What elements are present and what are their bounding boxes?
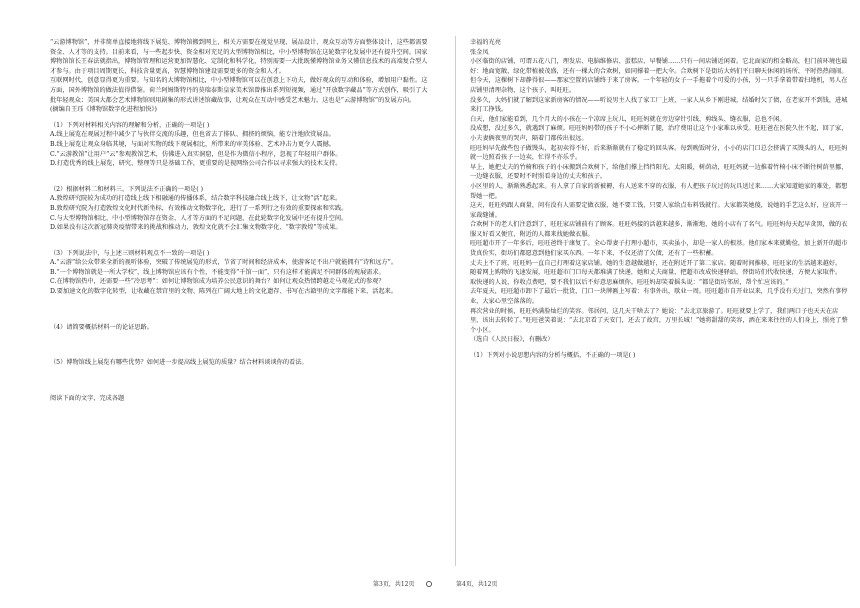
paragraph: 去年夏天，旺旺超市卸下了最后一批货，门口一块牌匾上写着：有事外出，歇业一周。旺旺超市自开业以来，几乎没有关过门，突然有事停业，大家心里空落落的。 (470, 288, 848, 306)
question-4: （4）请简要概括材料一的论证思路。 (50, 323, 153, 331)
question-option: A.“云游”给公众带来全新的视听体验，突破了传统展览的形式，节省了时间和经济成本，使游客足不出户就能拥有“诗和远方”。 (50, 259, 398, 267)
question-1-stem: （1）下列对小说思想内容的分析与概括，不正确的一项是( ) (470, 352, 636, 359)
story-author: 张金凤 (470, 48, 489, 56)
source-citation: （选自《人民日报》，有删改） (470, 336, 554, 344)
question-5: （5）博物馆线上展览有哪些优势？如何进一步提高线上展览的质量？结合材料谈谈你的看法。 (50, 359, 308, 367)
paragraph: 合欢树下的老人们注意到了，旺旺家店铺前有了顾客。旺旺妈接的活越来越多，渐渐地，她的小店有了名气。旺旺妈每天起早贪黑，做的衣服又好看又便宜，附近的人都来找她做衣服。 (470, 221, 848, 238)
question-option: D.打造优秀的线上展览，研究、整理等只是基础工作，更重要的是视网络公司合作以寻求强大的技术支持。 (50, 160, 342, 168)
paragraph: 小区临街的店铺，可谓五花八门，理发店、电脑维修店、蛋糕店、早餐铺……只有一间店铺近闲着。它北面家的租金略高，但门前环境也最好：地面宽敞，绿化带植被茂盛，还有一棵大的合欢树，如同撑着一把大伞。合欢树下是街坊大妈们平日聊天休闲的场所，平时热热闹闹。但今天，这棵树下却静得很——那家空置的店铺终于来了房客。一个年轻的女子一手拖着个可爱的小孩，另一只手拿着带着扫地机，男人在店铺里清理杂物，这个孩子，叫旺旺。 (470, 58, 848, 94)
question-option: B.“一个博物馆就是一所大学校”，线上博物馆应该有个性，不能变得“千馆一面”，只有这样才能满足不同群体的观展需求。 (50, 268, 385, 276)
paragraph: 丈夫上不了班，旺旺妈一直自己打理着这家店铺。她的生意越做越好，还在附近开了第二家店。随着时间推移，旺旺家的生活越来越好。 (470, 259, 842, 267)
paragraph: 旺旺超市开了一年多后，旺旺爸终于康复了。全心帮妻子打理小超市，买卖虽小，却是一家人的根基。他们家本来就勤俭，加上新开的超市货真价实，街坊们都愿意到他们家买东西。一年下来，不仅还清了欠债，还有了一些积蓄。 (470, 240, 848, 258)
paragraph: “云游博物馆”，并非简单直接地将线下展览、博物馆搬到网上，相关方需要在视觉呈现、展品设计、观众互动等方面整体设计，这些都需要资金、人才等的支持。目前来看，与一些起步快、资金相对充足的大型博物馆相比，中小型博物馆在这轮数字化发展中还有提升空间。国家博物馆馆长王春法就指出，博物馆管理和运营更加智慧化、定制化和科学化，特别需要一大批既懂博物馆业务又懂信息技术的高端复合型人才参与。由于项目周期更长，科技含量更高，智慧博物馆建设需要更多的资金和人才。 (50, 39, 428, 75)
paragraph: 随着网上购物的飞速发展，旺旺超市门口每天都堆满了快递，她和丈夫商量，把超市改成快递驿站，替街坊们代收快递，方便大家取件。 (470, 269, 842, 277)
left-column (50, 38, 430, 403)
paragraph: 取快递的人说，你收点费吧，要不我们以后不好意思麻烦你。旺旺妈却笑着摇头说：“都是街坊邻居，帮个忙应该的。” (470, 278, 789, 286)
paragraph: 没多久，大妈们就了解到这家新房客的情况——听说男主人找了家工厂上班，一家人从乡下刚进城，结婚时欠了债，在老家开不到钱，进城来打工挣钱。 (470, 96, 848, 114)
question-1-stem: （1）下列对材料相关内容的理解和分析，正确的一项是( ) (50, 121, 210, 129)
paragraph: 互联网时代，创意显得更为重要。与知名的大博物馆相比，中小型博物馆可以在创意上下功夫，做好观众的互动和体验，增加用户黏性。这方面，国外博物馆的做法值得借鉴。荷兰阿姆斯特丹的莫瑞泰斯皇家美术馆曾推出系列短视频，通过“开放数字藏品”等方式创作，吸引了大批年轻观众；美国大都会艺术博物馆则用剧集的形式讲述馆藏故事，让观众在互动中感受艺术魅力。这也是“云游博物馆”的发展方向。 (50, 77, 428, 104)
question-option: C.“云游教馆”让用户“云”参观教馆艺术，仿佛进入真实洞窟，但是作为微信小程序，忽视了年轻用户群体。 (50, 150, 342, 158)
right-column (470, 38, 850, 361)
paragraph: 白天，他们家能看到，几个月大的小孩在一个凉席上玩儿，旺旺妈就在旁边穿针引线、剪线头、缝衣服，总也不闲。 (470, 115, 786, 123)
paragraph: 这天，旺旺妈跟人商量，问有没有人需要定做衣服，她不要工钱，只要人家给点布料钱就行。大家都笑她傻，说她的手艺这么好，应该开一家裁缝铺。 (470, 202, 848, 219)
page-number-right: 第4页，共12页 (456, 581, 498, 588)
paragraph: 没成想，没过多久，就遇到了麻烦。旺旺妈妈带的孩子不小心摔断了腿，治疗费用让这个小家难以承受。旺旺爸在医院久住不起，回了家，小夫妻俩夜里的哭声，隔着门都传出很远。 (470, 125, 848, 142)
question-option: A.敦煌研究院较为成功的打造线上线下相融通的传播体系，结合数字科技融合线上线下，让文物“活”起来。 (50, 195, 342, 203)
story-title: 幸福的光亮 (470, 39, 501, 46)
paragraph: 旺旺妈早先做些包子做馒头，起初卖得不好，后来渐渐就有了稳定的回头客。每到晚饭时分，小小的店门口总会挤满了买馒头的人，旺旺妈就一边照看孩子一边卖，忙得不亦乐乎。 (470, 144, 848, 162)
question-3-stem: （3）下列说法中，与上述三则材料观点不一致的一项是( ) (50, 249, 210, 257)
page-number-left: 第3页，共12页 (373, 581, 415, 588)
question-option: D.要加速文化的数字化转型，让收藏在禁宫里的文物、陈列在广阔大地上的文化遗存、书写在古籍里的文字都能下来、活起来。 (50, 288, 398, 296)
question-option: D.如果没有这次新冠肺炎疫情带来的挑战和推动力，敦煌文化就不会汇集文物数字化、“数字敦煌”等成果。 (50, 224, 342, 232)
circle-icon (426, 581, 432, 587)
page-footer (0, 580, 860, 590)
source-citation: (摘编自王珏《博物馆数字化进程加快》) (50, 106, 157, 114)
column-divider (455, 36, 456, 566)
question-option: B.线上展览让观众身临其境，与面对实物的线下观展相比，所带来的审美体验、艺术冲击力更令人震撼。 (50, 140, 335, 148)
question-option: C.与大型博物馆相比，中小型博物馆存在资金、人才等方面的不足问题，在此轮数字化发展中还有提升空间。 (50, 214, 348, 222)
paragraph: 小区里的人，渐渐熟悉起来。有人拿了自家的新被褥，有人送来不穿的衣服，有人把孩子玩过的玩具送过来……大家知道她家的难处，都想帮她一把。 (470, 182, 848, 200)
question-option: A.线上展览在观展过程中减少了与伙伴交流的乐趣，但也省去了排队、拥挤的烦恼，能专注地欣赏展品。 (50, 131, 335, 139)
question-option: B.敦煌研究院为打造敦煌文化时代新坐标，有效推动文物数字化，进行了一系列行之有效的重要探索和实践。 (50, 204, 348, 212)
reading-instruction: 阅读下面的文字，完成各题 (50, 394, 125, 402)
paragraph: 再次营业的时候，旺旺妈满脸灿烂的笑容。邻居问，这几天干啥去了？她说：“去北京旅游了。旺旺就要上学了，我们两口子也天天在店里，该出去转转了。”旺旺爸笑着说：“去北京看了天安门，还去了故宫，万里长城！”她将甜甜的笑容，洒在来来往往的人们身上，照亮了整个小区。 (470, 307, 848, 334)
question-2-stem: （2）根据材料二和材料三，下列说法不正确的一项是( ) (50, 185, 204, 193)
question-option: C.在博物馆热中，还需要一些“冷思考”：如何让博物馆成为培养公民意识的舞台？如何让观众热情跨越走马观花式的参观？ (50, 278, 385, 286)
paragraph: 早上，她把丈夫的竹椅和孩子的小床搬到合欢树下，给他们撑上挡挡阳光。太阳暖，树荫动，旺旺妈就一边推着竹椅小床不断往树荫里挪，一边缝衣服，还要时不时照看身边的丈夫和孩子。 (470, 163, 848, 181)
